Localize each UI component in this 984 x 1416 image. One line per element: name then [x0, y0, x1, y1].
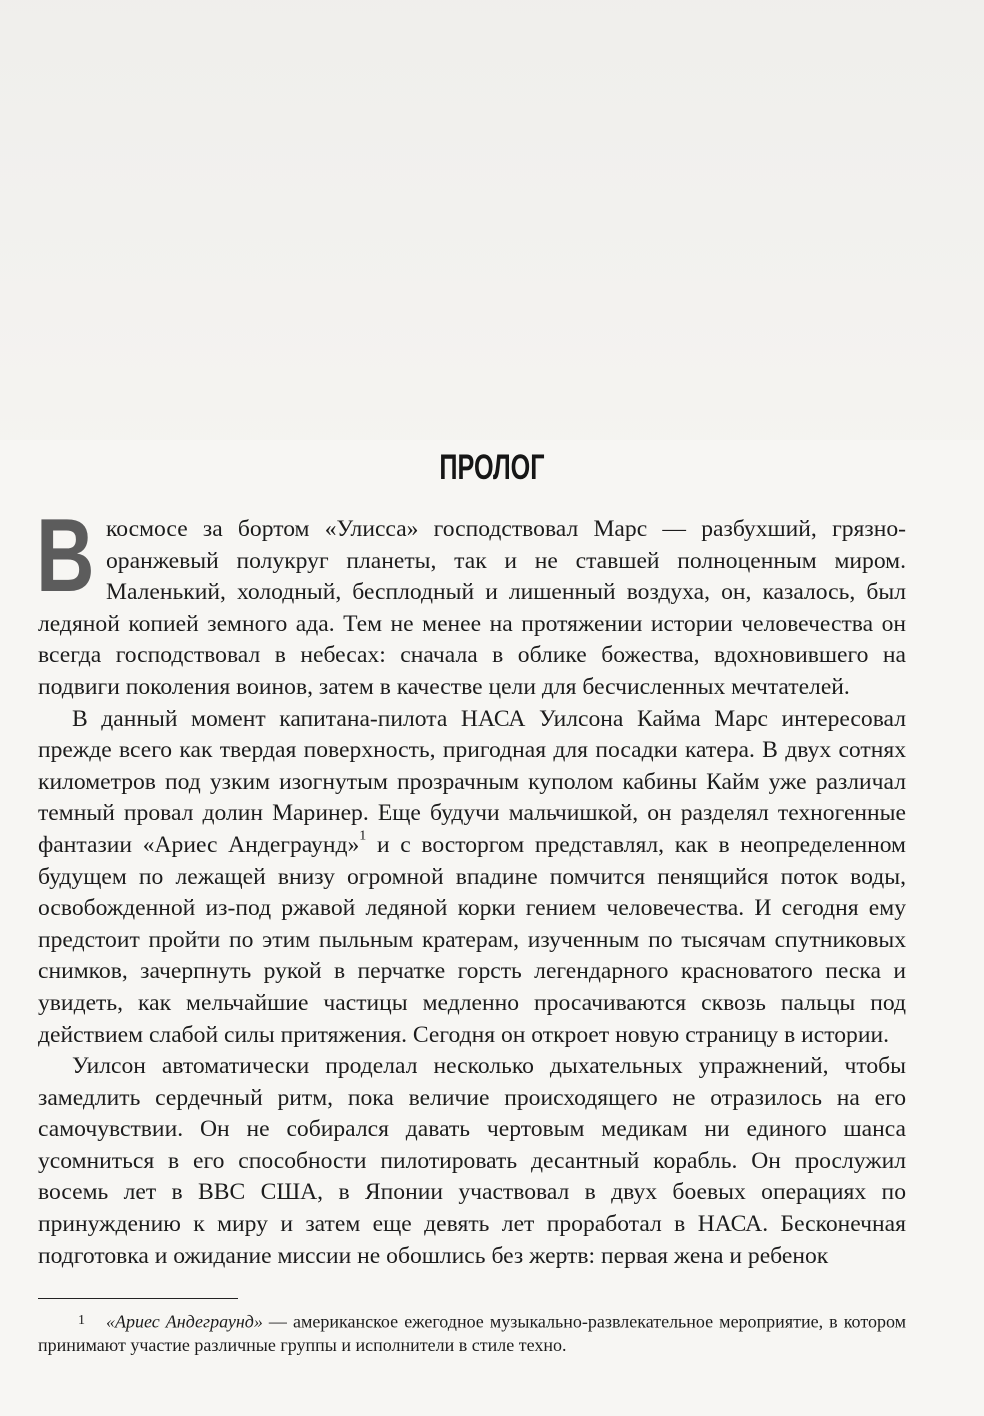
body-text — [36, 498, 906, 1272]
paragraph-2-continued: и с восторгом представлял, как в неопределенном будущем по лежащей внизу огромной впадине помчится пенящийся поток воды, освобожденной из-под ржавой ледяной корки гением человечества. И сегодня ему предстоит пройти по этим пыльным кратерам, изученным по тысячам спутниковых снимков, зачерпнуть рукой в перчатке горсть легендарного красноватого песка и увидеть, как мельчайшие частицы медленно просачиваются сквозь пальцы под действием слабой силы притяжения. Сегодня он откроет новую страницу в истории. — [38, 831, 906, 1048]
chapter-title: ПРОЛОГ — [439, 448, 545, 487]
footnote-separator — [38, 1298, 238, 1299]
footnote-reference[interactable]: 1 — [359, 828, 367, 844]
paragraph-2-text: В данный момент капитана-пилота НАСА Уилсона Кайма Марс интересовал прежде всего как твердая поверхность, пригодная для посадки катера. В двух сотнях километров под узким изогнутым прозрачным куполом кабины Кайм уже различал темный провал долин Маринер. Еще будучи мальчишкой, он разделял техногенные фантазии «Ариес Андеграунд» — [38, 705, 906, 858]
paragraph-1-text: космосе за бортом «Улисса» господствовал Марс — разбухший, грязно-оранжевый полукруг планеты, так и не ставшей полноценным миром. Маленький, холодный, бесплодный и лишенный воздуха, он, казалось, был ледяной копией земного ада. Тем не менее на протяжении истории человечества он всегда господствовал в небесах: сначала в облике божества, вдохновившего на подвиги поколения воинов, затем в качестве цели для бесчисленных мечтателей. — [38, 516, 906, 700]
footnote-text: — американское ежегодное музыкально-развлекательное мероприятие, в котором принимают участие различные группы и исполнители в стиле техно. — [38, 1311, 906, 1355]
footnote — [38, 1309, 906, 1357]
paragraph-3-text: Уилсон автоматически проделал несколько дыхательных упражнений, чтобы замедлить сердечный ритм, пока величие происходящего не отразилось на его самочувствии. Он не собирался давать чертовым медикам ни единого шанса усомниться в его способности пилотировать десантный корабль. Он прослужил восемь лет в ВВС США, в Японии участвовал в двух боевых операциях по принуждению к миру и затем еще девять лет проработал в НАСА. Бесконечная подготовка и ожидание миссии не обошлись без жертв: первая жена и ребенок — [38, 1053, 906, 1269]
paragraph-1 — [36, 498, 906, 704]
paragraph-2 — [38, 704, 906, 1052]
drop-cap: В — [36, 498, 95, 614]
paragraph-3 — [38, 1051, 906, 1272]
footnote-number: 1 — [78, 1313, 85, 1328]
footnote-term: «Ариес Андеграунд» — [106, 1311, 263, 1332]
previous-page-bleed-through — [0, 0, 984, 440]
